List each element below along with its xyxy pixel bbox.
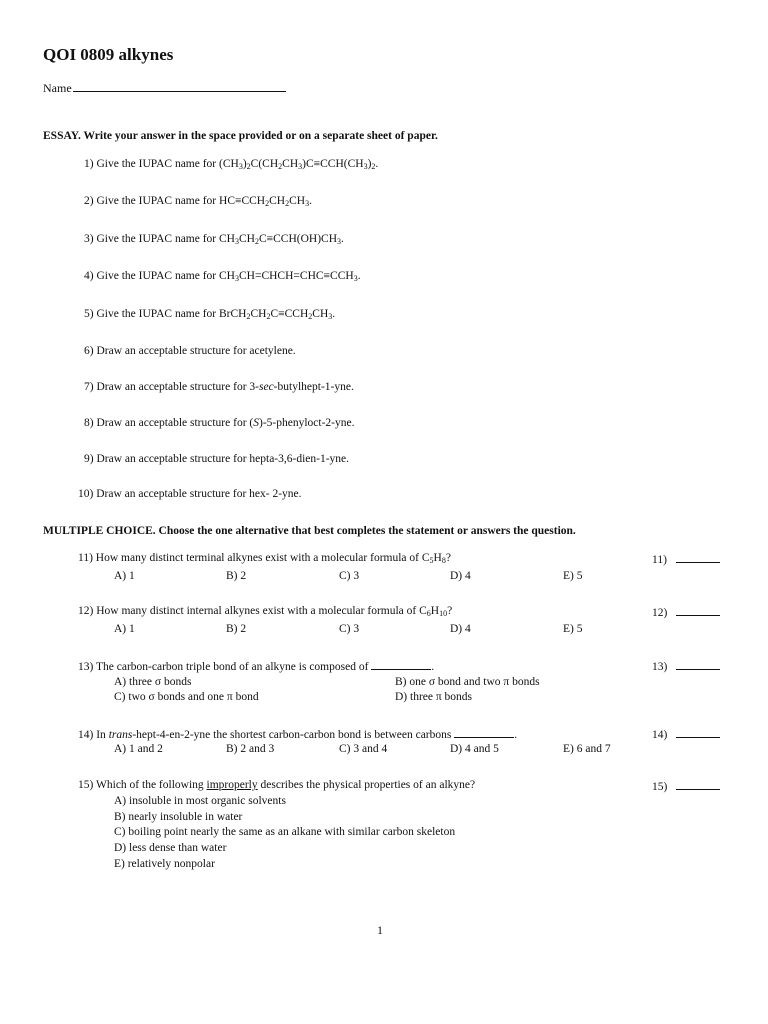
option-11-d: D) 4 [450,570,471,582]
answer-blank-15[interactable]: 15) [652,779,720,793]
option-15-c: C) boiling point nearly the same as an alkane with similar carbon skeleton [114,826,456,838]
option-12-c: C) 3 [339,623,360,635]
mc-question-14: 14) In trans-hept-4-en-2-yne the shortest carbon-carbon bond is between carbons . [78,729,518,741]
option-14-e: E) 6 and 7 [563,743,611,755]
option-12-a: A) 1 [114,623,135,635]
essay-question-1: 1) Give the IUPAC name for $(CH_3)_2C(CH_2CH_3)C\equiv CCH(CH_3)_2$. [84,158,379,171]
mc-question-11: 11) How many distinct terminal alkynes exist with a molecular formula of $C_5H_8$? [78,552,451,565]
option-13-a: A) three σ bonds [114,676,192,688]
option-13-c: C) two σ bonds and one π bond [114,691,259,703]
fill-blank-13 [371,659,431,670]
option-14-b: B) 2 and 3 [226,743,275,755]
option-12-d: D) 4 [450,623,471,635]
essay-question-3: 3) Give the IUPAC name for $CH_3CH_2C\equiv CCH(OH)CH_3$. [84,233,344,246]
page-number: 1 [377,923,383,937]
essay-question-8: 8) Draw an acceptable structure for (S)-5-phenyloct-2-yne. [84,417,355,429]
option-12-e: E) 5 [563,623,583,635]
option-11-b: B) 2 [226,570,247,582]
answer-blank-14[interactable]: 14) [652,727,720,741]
option-11-e: E) 5 [563,570,583,582]
mc-header: MULTIPLE CHOICE. Choose the one alternative that best completes the statement or answers the question. [43,525,576,537]
option-15-e: E) relatively nonpolar [114,858,215,870]
option-12-b: B) 2 [226,623,247,635]
answer-blank-12[interactable]: 12) [652,605,720,619]
option-14-a: A) 1 and 2 [114,743,163,755]
essay-question-10: 10) Draw an acceptable structure for hex- 2-yne. [78,488,302,500]
mc-question-13: 13) The carbon-carbon triple bond of an alkyne is composed of . [78,661,435,673]
name-label: Name [43,81,72,95]
option-14-c: C) 3 and 4 [339,743,388,755]
essay-question-6: 6) Draw an acceptable structure for acetylene. [84,345,296,357]
essay-question-4: 4) Give the IUPAC name for $CH_3CH=CHCH=CHC\equiv CCH_3$. [84,270,361,283]
mc-question-12: 12) How many distinct internal alkynes exist with a molecular formula of $C_6H_{10}$? [78,605,453,618]
essay-question-9: 9) Draw an acceptable structure for hepta-3,6-dien-1-yne. [84,453,350,465]
mc-question-15: 15) Which of the following improperly describes the physical properties of an alkyne? [78,779,476,791]
answer-blank-11[interactable]: 11) [652,552,720,566]
option-15-d: D) less dense than water [114,842,227,854]
essay-question-5: 5) Give the IUPAC name for $BrCH_2CH_2C\equiv CCH_2CH_3$. [84,308,336,321]
option-15-b: B) nearly insoluble in water [114,811,243,823]
fill-blank-14 [454,727,514,738]
option-14-d: D) 4 and 5 [450,743,499,755]
name-blank [73,81,286,92]
page-title: QOI 0809 alkynes [43,45,174,64]
answer-blank-13[interactable]: 13) [652,659,720,673]
essay-question-7: 7) Draw an acceptable structure for 3-sec-butylhept-1-yne. [84,381,354,393]
option-15-a: A) insoluble in most organic solvents [114,795,286,807]
option-13-b: B) one σ bond and two π bonds [395,676,540,688]
option-13-d: D) three π bonds [395,691,473,703]
option-11-c: C) 3 [339,570,360,582]
essay-question-2: 2) Give the IUPAC name for $HC\equiv CCH_2CH_2CH_3$. [84,195,312,208]
option-11-a: A) 1 [114,570,135,582]
essay-header: ESSAY. Write your answer in the space provided or on a separate sheet of paper. [43,130,438,142]
name-field [43,81,286,96]
